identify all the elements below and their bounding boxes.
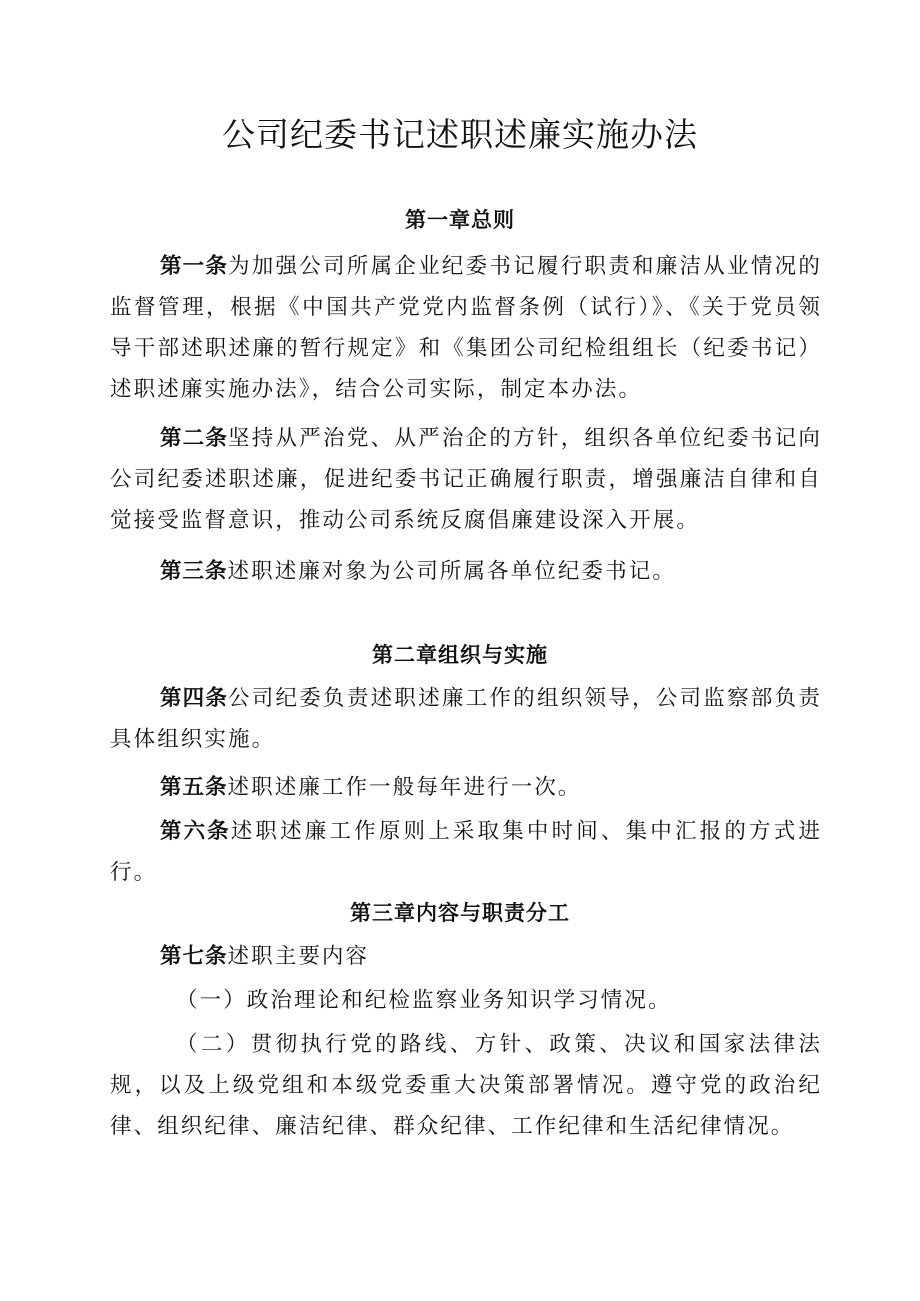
chapter-heading: 第二章组织与实施 [372, 642, 548, 667]
list-item: （一）政治理论和纪检监察业务知识学习情况。 [176, 988, 672, 1013]
article-paragraph [110, 418, 822, 541]
article-paragraph [110, 678, 822, 760]
chapter-heading: 第一章总则 [405, 207, 515, 232]
article-paragraph [110, 246, 822, 410]
article-text: 公司纪委负责述职述廉工作的组织领导，公司监察部负责具体组织实施。 [110, 686, 822, 752]
document-title: 公司纪委书记述职述廉实施办法 [222, 115, 698, 154]
article-paragraph [110, 767, 822, 808]
article-label: 第五条 [160, 775, 228, 800]
article-label: 第一条 [160, 254, 228, 279]
article-label: 第六条 [160, 819, 231, 844]
article-text: 坚持从严治党、从严治企的方针，组织各单位纪委书记向公司纪委述职述廉，促进纪委书记正确履行职责，增强廉洁自律和自觉接受监督意识，推动公司系统反腐倡廉建设深入开展。 [110, 426, 822, 533]
article-text: 述职述廉对象为公司所属各单位纪委书记。 [227, 559, 676, 584]
article-label: 第三条 [160, 559, 228, 584]
article-text: 为加强公司所属企业纪委书记履行职责和廉洁从业情况的监督管理，根据《中国共产党党内监督条例（试行）》、《关于党员领导干部述职述廉的暂行规定》和《集团公司纪检组组长（纪委书记）述职述廉实施办法》，结合公司实际，制定本办法。 [110, 254, 822, 402]
article-label: 第二条 [160, 426, 228, 451]
article-text: 述职述廉工作一般每年进行一次。 [227, 775, 582, 800]
article-text: 述职主要内容 [227, 944, 370, 969]
article-paragraph [110, 811, 822, 893]
article-label: 第七条 [160, 944, 228, 969]
article-label: 第四条 [160, 686, 228, 711]
article-paragraph [110, 936, 822, 977]
chapter-heading: 第三章内容与职责分工 [350, 900, 570, 925]
list-item: （二）贯彻执行党的路线、方针、政策、决议和国家法律法规，以及上级党组和本级党委重大决策部署情况。遵守党的政治纪律、组织纪律、廉洁纪律、群众纪律、工作纪律和生活纪律情况。 [110, 1032, 822, 1139]
article-paragraph [110, 551, 822, 592]
article-text: 述职述廉工作原则上采取集中时间、集中汇报的方式进行。 [110, 819, 822, 885]
